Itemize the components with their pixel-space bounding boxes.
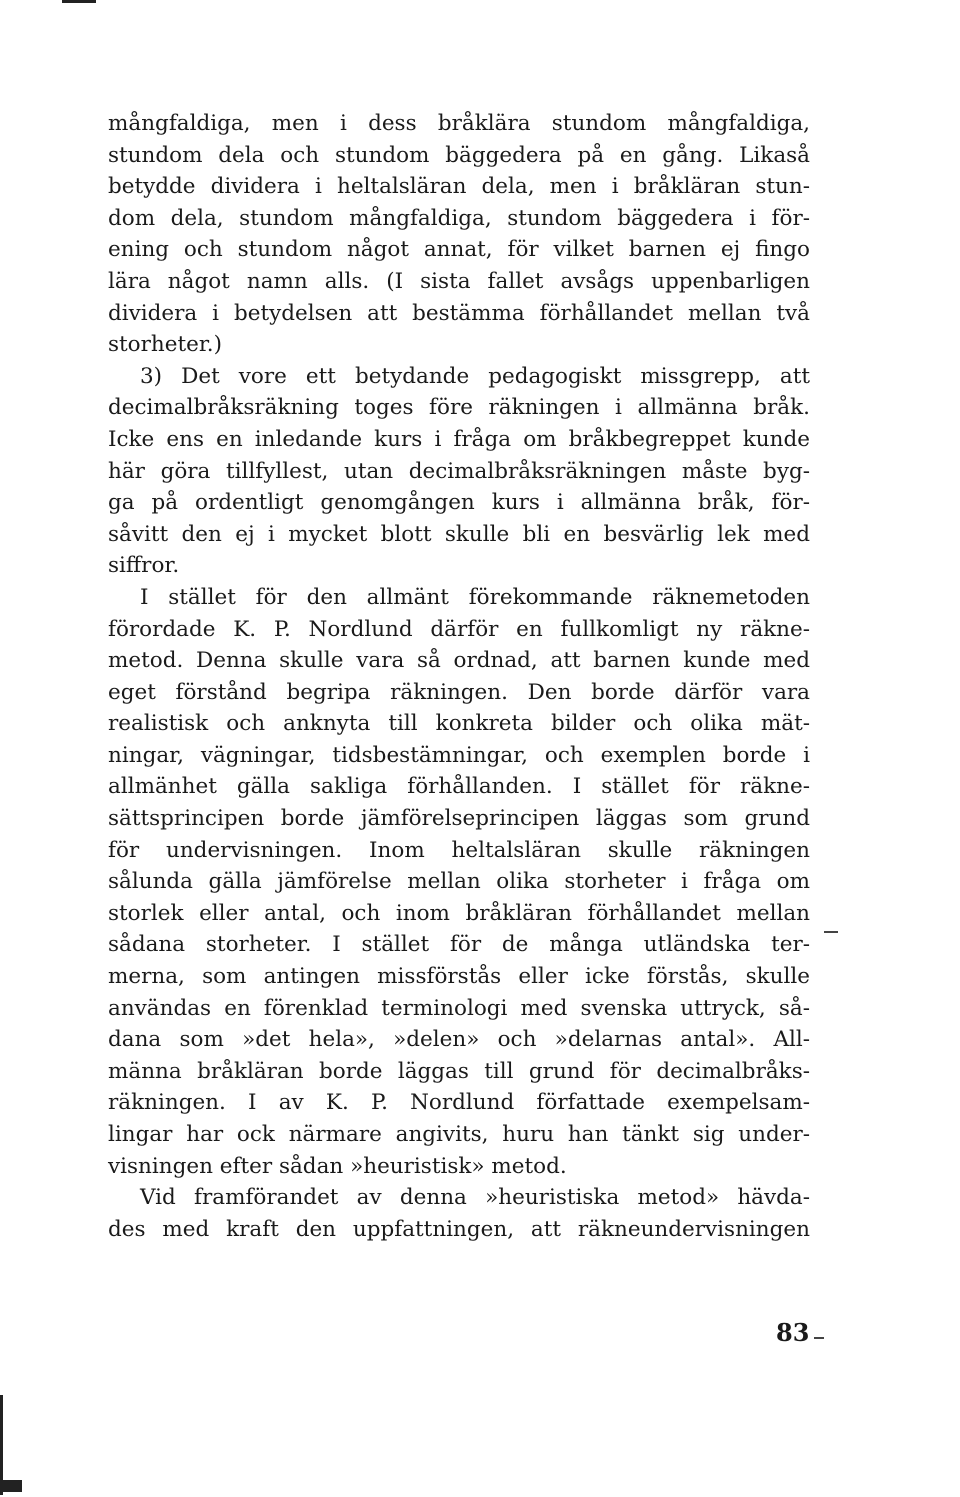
text-line: stundom dela och stundom bäggedera på en gång. Likaså bbox=[108, 142, 810, 168]
text-line: merna, som antingen missförstås eller icke förstås, skulle bbox=[108, 964, 810, 990]
text-line: betydde dividera i heltalsläran dela, men i bråkläran stun- bbox=[108, 174, 810, 200]
page-number: 83 bbox=[776, 1318, 810, 1347]
text-line: storheter.) bbox=[108, 332, 222, 358]
text-line: allmänhet gälla sakliga förhållanden. I stället för räkne- bbox=[108, 774, 810, 800]
text-line: förordade K. P. Nordlund därför en fullkomligt ny räkne- bbox=[108, 616, 810, 642]
text-line: lära något namn alls. (I sista fallet avsågs uppenbarligen bbox=[108, 268, 810, 294]
text-line: des med kraft den uppfattningen, att räkneundervisningen bbox=[108, 1216, 810, 1242]
text-line: decimalbråksräkning toges före räkningen i allmänna bråk. bbox=[108, 395, 810, 421]
scan-edge-mark bbox=[0, 1480, 22, 1492]
text-line: 3) Det vore ett betydande pedagogiskt missgrepp, att bbox=[140, 363, 810, 389]
text-line: dana som »det hela», »delen» och »delarnas antal». All- bbox=[108, 1027, 810, 1053]
text-line: eget förstånd begripa räkningen. Den borde därför vara bbox=[108, 679, 810, 705]
text-line: realistisk och anknyta till konkreta bilder och olika mät- bbox=[108, 711, 810, 737]
text-line: visningen efter sådan »heuristisk» metod. bbox=[108, 1153, 567, 1179]
text-line: ening och stundom något annat, för vilket barnen ej fingo bbox=[108, 237, 810, 263]
scan-edge-mark bbox=[62, 0, 96, 3]
text-line: sålunda gälla jämförelse mellan olika storheter i fråga om bbox=[108, 869, 810, 895]
text-line: här göra tillfyllest, utan decimalbråksräkningen måste byg- bbox=[108, 458, 810, 484]
scan-speck bbox=[814, 1337, 824, 1339]
scan-speck bbox=[824, 931, 838, 933]
text-line: dividera i betydelsen att bestämma förhållandet mellan två bbox=[108, 300, 810, 326]
body-text bbox=[108, 108, 810, 1245]
text-line: I stället för den allmänt förekommande räknemetoden bbox=[140, 584, 810, 610]
text-line: lingar har ock närmare angivits, huru han tänkt sig under- bbox=[108, 1122, 810, 1147]
text-line: siffror. bbox=[108, 553, 180, 579]
text-line: dom dela, stundom mångfaldiga, stundom bäggedera i för- bbox=[108, 205, 810, 231]
text-line: för undervisningen. Inom heltalsläran skulle räkningen bbox=[108, 837, 810, 863]
text-line: såvitt den ej i mycket blott skulle bli en besvärlig lek med bbox=[108, 521, 810, 547]
text-line: ningar, vägningar, tidsbestämningar, och exemplen borde i bbox=[108, 742, 810, 768]
text-line: männa bråkläran borde läggas till grund för decimalbråks- bbox=[108, 1058, 810, 1084]
text-line: Icke ens en inledande kurs i fråga om bråkbegreppet kunde bbox=[108, 426, 810, 452]
text-line: storlek eller antal, och inom bråkläran förhållandet mellan bbox=[108, 900, 810, 926]
text-line: sådana storheter. I stället för de många utländska ter- bbox=[108, 932, 810, 958]
text-line: räkningen. I av K. P. Nordlund författade exempelsam- bbox=[108, 1090, 810, 1116]
text-line: sättsprincipen borde jämförelseprincipen läggas som grund bbox=[108, 806, 810, 832]
text-line: Vid framförandet av denna »heuristiska metod» hävda- bbox=[140, 1185, 810, 1211]
text-line: mångfaldiga, men i dess bråklära stundom mångfaldiga, bbox=[108, 111, 810, 136]
text-line: användas en förenklad terminologi med svenska uttryck, så- bbox=[108, 995, 810, 1021]
text-line: metod. Denna skulle vara så ordnad, att barnen kunde med bbox=[108, 648, 810, 674]
text-line: ga på ordentligt genomgången kurs i allmänna bråk, för- bbox=[108, 490, 810, 516]
